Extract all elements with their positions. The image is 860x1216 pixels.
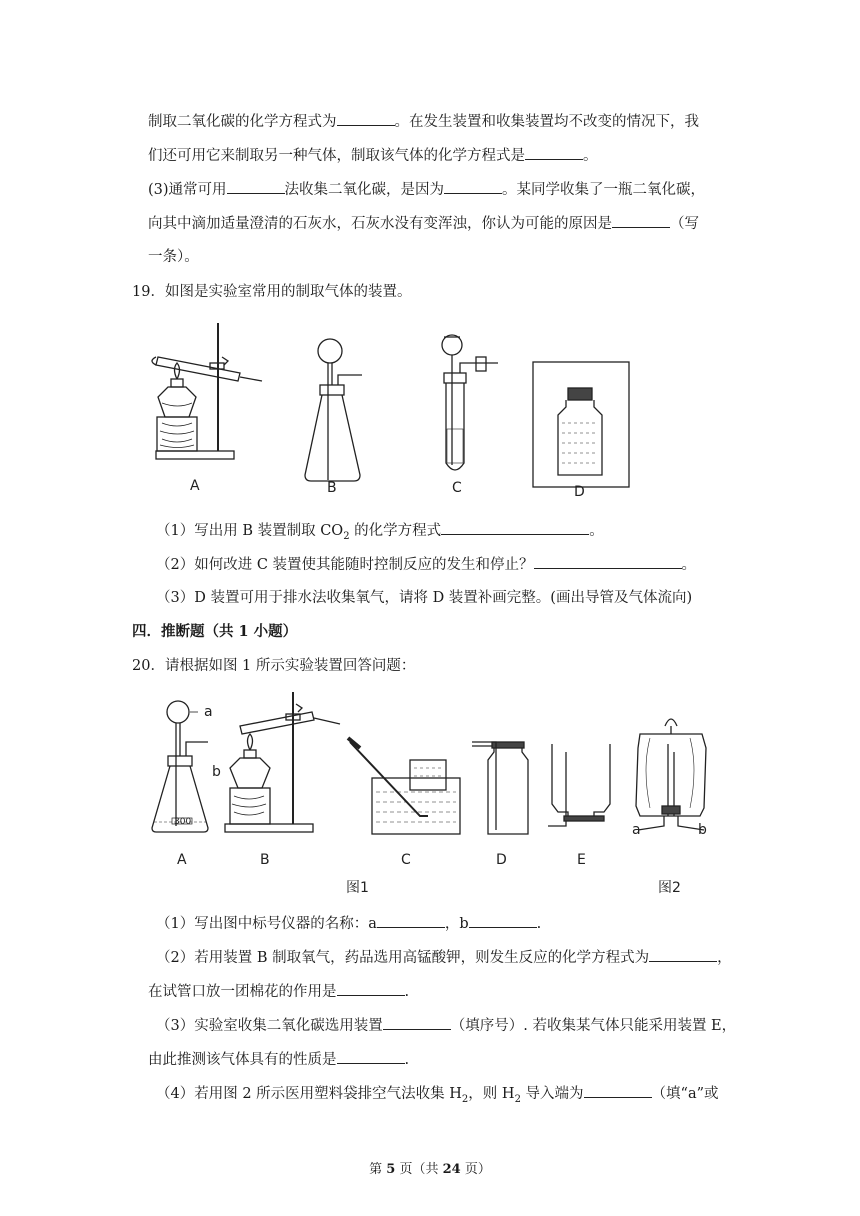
mark-b: b	[212, 764, 221, 780]
apparatus-20-A	[152, 701, 208, 832]
question-20-title: 20．请根据如图 1 所示实验装置回答问题：	[132, 658, 416, 674]
blank[interactable]	[383, 1015, 451, 1030]
label-20-B: B	[260, 852, 270, 868]
q20-part-3-cont: 由此推测该气体具有的性质是 .	[148, 1049, 409, 1070]
text-line-5: 一条）。	[148, 249, 199, 265]
mark-a: a	[204, 704, 213, 720]
blank[interactable]	[534, 554, 682, 569]
apparatus-20-E	[548, 744, 610, 826]
label-C: C	[452, 480, 462, 496]
blank-a[interactable]	[377, 913, 445, 928]
q19-part-2: （2）如何改进 C 装置使其能随时控制反应的发生和停止？ 。	[156, 554, 696, 575]
figure-20	[0, 688, 860, 898]
label-D: D	[574, 484, 585, 500]
bag-label-b: b	[698, 822, 707, 838]
apparatus-C	[442, 335, 498, 470]
text-line-4: 向其中滴加适量澄清的石灰水，石灰水没有变浑浊，你认为可能的原因是 （写	[148, 213, 699, 234]
q20-part-4: （4）若用图 2 所示医用塑料袋排空气法收集 $H_2$，则 $H_2$ 导入端为 （填“a”或	[156, 1083, 719, 1104]
apparatus-20-C	[348, 738, 460, 834]
q20-part-2-cont: 在试管口放一团棉花的作用是 .	[148, 981, 409, 1002]
apparatus-A	[152, 323, 262, 459]
blank[interactable]	[227, 179, 285, 194]
apparatus-D	[533, 362, 629, 487]
text-line-1: 制取二氧化碳的化学方程式为 。在发生装置和收集装置均不改变的情况下，我	[148, 111, 699, 132]
label-20-E: E	[577, 852, 586, 868]
caption-fig-2: 图2	[658, 880, 681, 896]
q20-part-1: （1）写出图中标号仪器的名称：a ，b .	[156, 913, 541, 934]
q20-part-3: （3）实验室收集二氧化碳选用装置 （填序号）. 若收集某气体只能采用装置 E，	[156, 1015, 736, 1036]
label-20-C: C	[401, 852, 411, 868]
figure-19	[0, 315, 860, 515]
apparatus-20-D	[472, 742, 528, 834]
blank[interactable]	[337, 1049, 405, 1064]
section-4-title: 四．推断题（共 1 小题）	[132, 623, 298, 640]
blank[interactable]	[441, 520, 589, 535]
blank[interactable]	[444, 179, 502, 194]
label-B: B	[327, 480, 337, 496]
figure-2-bag	[636, 719, 706, 830]
caption-fig-1: 图1	[346, 880, 369, 896]
label-20-A: A	[177, 852, 187, 868]
valve-text: 300	[174, 817, 192, 827]
apparatus-20-B	[225, 692, 340, 832]
q19-part-3: （3）D 装置可用于排水法收集氧气，请将 D 装置补画完整。(画出导管及气体流向)	[156, 590, 693, 606]
total-pages: 24	[442, 1162, 461, 1177]
page-footer: 第 5 页（共 24 页）	[369, 1162, 491, 1177]
blank[interactable]	[337, 981, 405, 996]
blank[interactable]	[612, 213, 670, 228]
label-A: A	[190, 478, 200, 494]
text-line-3: (3)通常可用 法收集二氧化碳，是因为 。某同学收集了一瓶二氧化碳，	[148, 179, 705, 200]
blank[interactable]	[337, 111, 395, 126]
question-19-title: 19．如图是实验室常用的制取气体的装置。	[132, 284, 412, 300]
blank-b[interactable]	[469, 913, 537, 928]
apparatus-B	[305, 339, 362, 481]
label-20-D: D	[496, 852, 507, 868]
blank[interactable]	[649, 947, 717, 962]
q20-part-2: （2）若用装置 B 制取氧气，药品选用高锰酸钾，则发生反应的化学方程式为 ，	[156, 947, 732, 968]
blank[interactable]	[525, 145, 583, 160]
q19-part-1: （1）写出用 B 装置制取 $CO_2$ 的化学方程式 。	[156, 520, 604, 541]
bag-label-a: a	[632, 822, 641, 838]
blank[interactable]	[584, 1083, 652, 1098]
page-number: 5	[386, 1162, 396, 1177]
text-line-2: 们还可用它来制取另一种气体，制取该气体的化学方程式是 。	[148, 145, 598, 166]
